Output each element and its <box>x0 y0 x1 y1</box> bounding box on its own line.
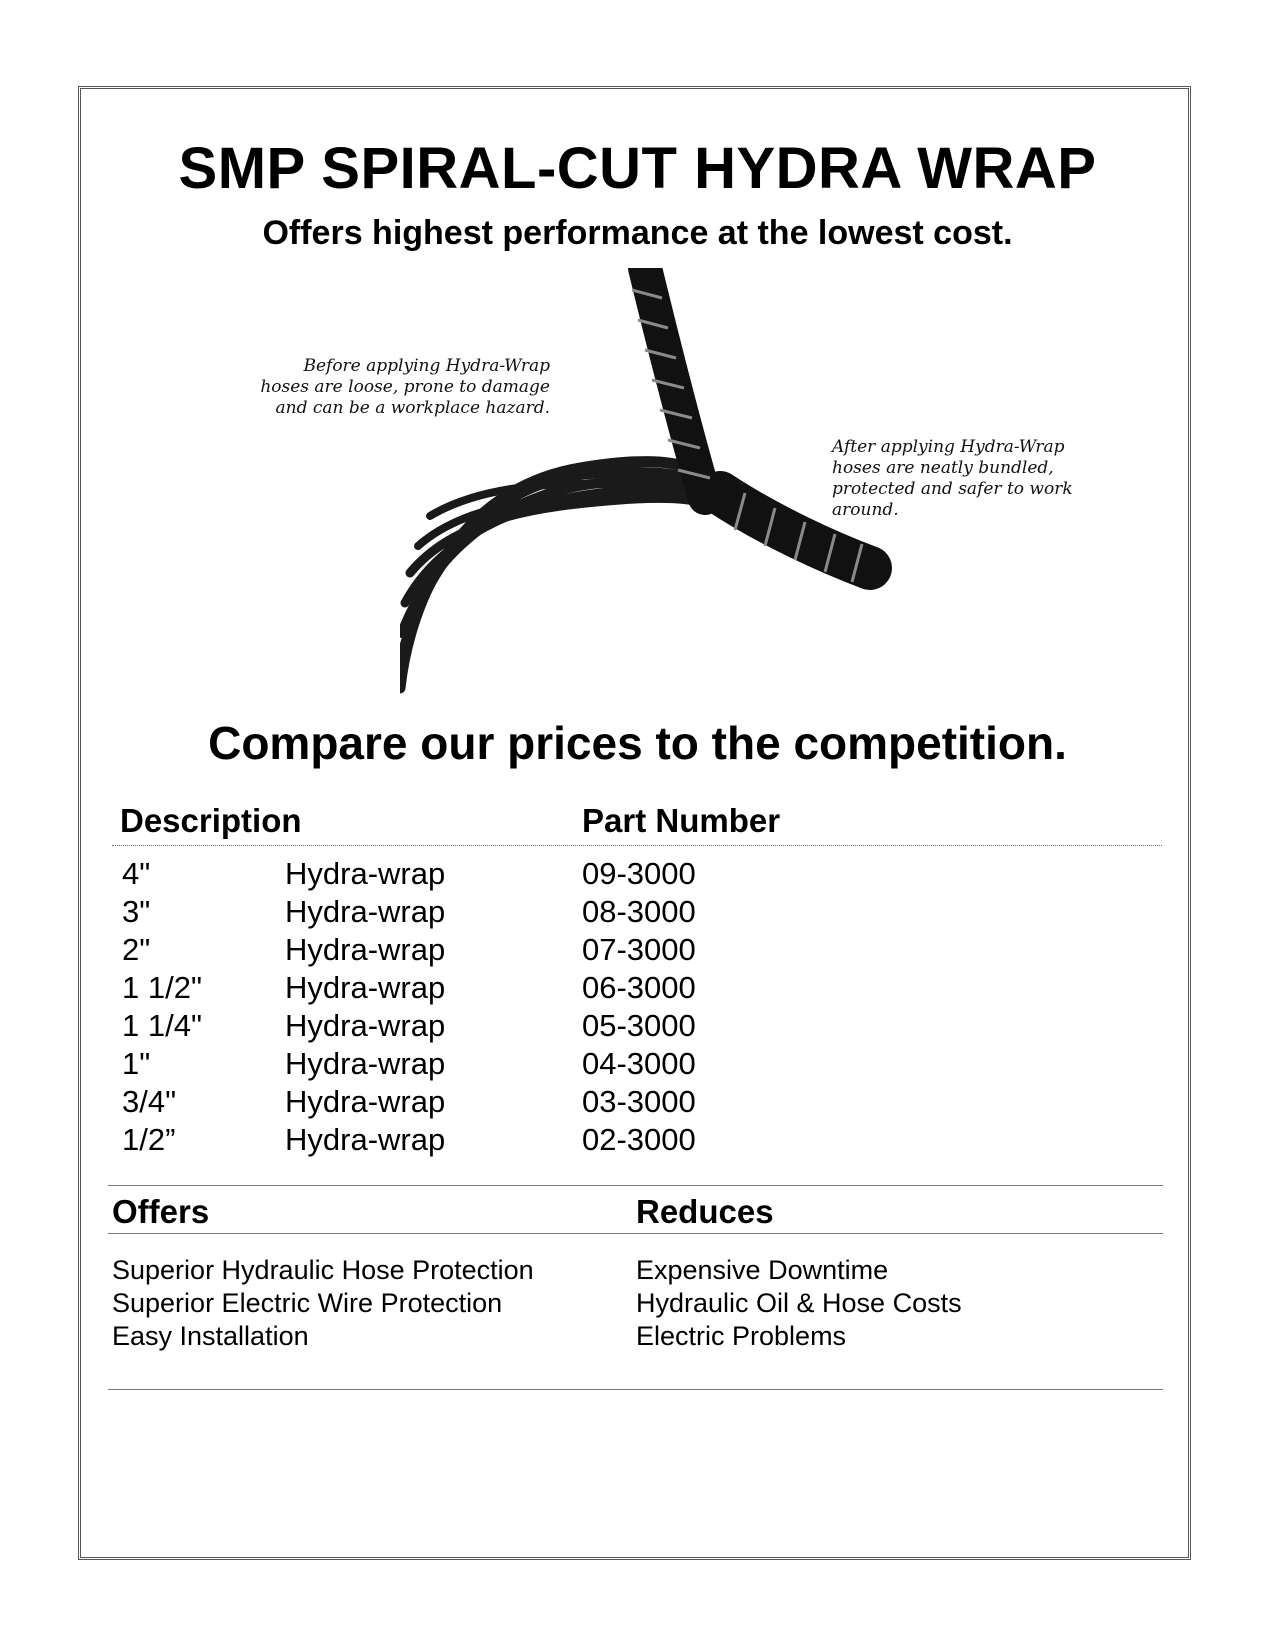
table-row <box>0 1045 1275 1083</box>
part-number-cell: 03-3000 <box>582 1084 696 1119</box>
size-cell: 3" <box>122 894 151 929</box>
part-number-cell: 02-3000 <box>582 1122 696 1157</box>
description-cell: Hydra-wrap <box>285 1122 446 1157</box>
page-title: SMP SPIRAL-CUT HYDRA WRAP <box>178 136 1097 201</box>
description-cell: Hydra-wrap <box>285 856 446 891</box>
description-cell: Hydra-wrap <box>285 970 446 1005</box>
section-divider-bottom <box>108 1389 1163 1390</box>
caption-before: Before applying Hydra-Wrap hoses are loose, prone to damage and can be a workplace hazard. <box>260 356 550 418</box>
description-header: Description <box>120 802 302 839</box>
description-cell: Hydra-wrap <box>285 932 446 967</box>
header-divider <box>112 845 1162 846</box>
part-number-cell: 07-3000 <box>582 932 696 967</box>
part-number-cell: 08-3000 <box>582 894 696 929</box>
size-cell: 1 1/4" <box>122 1008 202 1043</box>
offers-list <box>112 1254 534 1353</box>
part-number-cell: 04-3000 <box>582 1046 696 1081</box>
reduces-heading: Reduces <box>636 1193 774 1230</box>
description-cell: Hydra-wrap <box>285 1008 446 1043</box>
description-cell: Hydra-wrap <box>285 1084 446 1119</box>
description-cell: Hydra-wrap <box>285 894 446 929</box>
size-cell: 4" <box>122 856 151 891</box>
section-divider-middle <box>108 1233 1163 1234</box>
table-row <box>0 893 1275 931</box>
table-row <box>0 1007 1275 1045</box>
list-item: Electric Problems <box>636 1321 847 1351</box>
table-row <box>0 1121 1275 1159</box>
table-row <box>0 1083 1275 1121</box>
list-item: Superior Hydraulic Hose Protection <box>112 1255 534 1285</box>
list-item: Superior Electric Wire Protection <box>112 1288 503 1318</box>
list-item: Easy Installation <box>112 1321 309 1351</box>
size-cell: 1" <box>122 1046 151 1081</box>
section-divider-top <box>108 1185 1163 1186</box>
reduces-list <box>636 1254 962 1353</box>
part-number-cell: 09-3000 <box>582 856 696 891</box>
list-item: Expensive Downtime <box>636 1255 889 1285</box>
table-row <box>0 931 1275 969</box>
size-cell: 1/2” <box>122 1122 176 1157</box>
loose-hose-5 <box>410 498 738 573</box>
price-table <box>0 855 1275 1159</box>
size-cell: 3/4" <box>122 1084 177 1119</box>
table-row <box>0 855 1275 893</box>
page-subtitle: Offers highest performance at the lowest cost. <box>262 214 1013 252</box>
compare-heading: Compare our prices to the competition. <box>208 717 1067 769</box>
part-number-cell: 05-3000 <box>582 1008 696 1043</box>
description-cell: Hydra-wrap <box>285 1046 446 1081</box>
caption-after: After applying Hydra-Wrap hoses are neatly bundled, protected and safer to work around. <box>832 437 1073 520</box>
list-item: Hydraulic Oil & Hose Costs <box>636 1288 962 1318</box>
part-number-cell: 06-3000 <box>582 970 696 1005</box>
size-cell: 2" <box>122 932 151 967</box>
size-cell: 1 1/2" <box>122 970 202 1005</box>
offers-heading: Offers <box>112 1193 210 1230</box>
table-row <box>0 969 1275 1007</box>
part-number-header: Part Number <box>582 802 781 839</box>
